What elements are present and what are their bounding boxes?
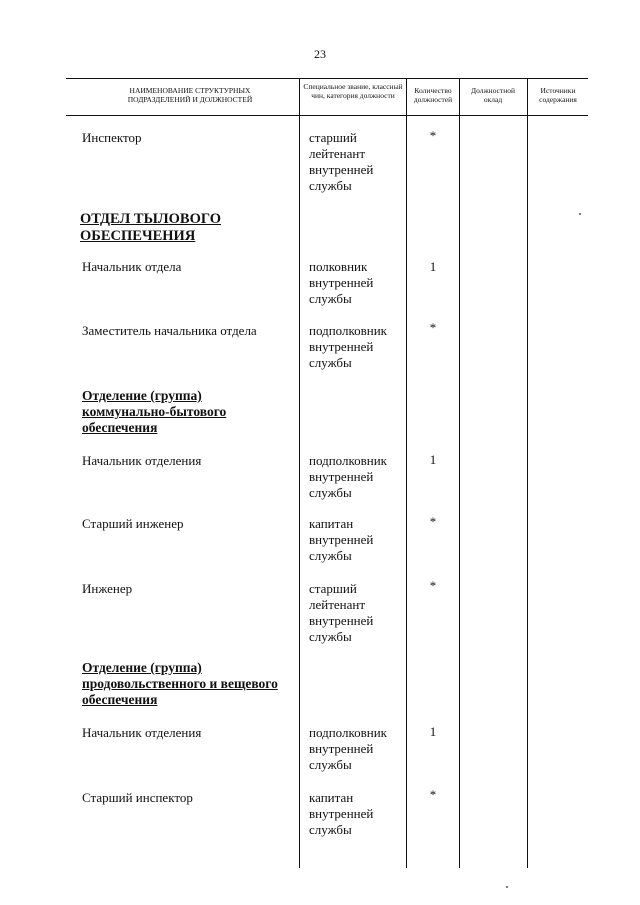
position-name: Начальник отдела [82, 259, 182, 274]
scan-speck [506, 886, 508, 888]
section-title: ОТДЕЛ ТЫЛОВОГО ОБЕСПЕЧЕНИЯ [80, 211, 222, 244]
position-qty: 1 [429, 724, 437, 739]
position-qty: * [429, 787, 437, 802]
position-rank: старший лейтенант внутренней службы [309, 581, 374, 644]
header-name: НАИМЕНОВАНИЕ СТРУКТУРНЫХ ПОДРАЗДЕЛЕНИЙ И ДОЛЖНОСТЕЙ [127, 86, 253, 104]
position-rank: старший лейтенант внутренней службы [309, 130, 374, 193]
position-name: Начальник отделения [82, 453, 202, 468]
position-rank: подполковник внутренней службы [309, 323, 387, 370]
section-title: Отделение (группа) продовольственного и вещевого обеспечения [82, 660, 278, 707]
scan-speck [579, 213, 581, 215]
col-divider-3 [459, 78, 460, 868]
header-salary: Должностной оклад [470, 86, 516, 104]
position-rank: подполковник внутренней службы [309, 725, 387, 772]
position-qty: * [429, 128, 437, 143]
col-divider-1 [299, 78, 300, 868]
position-qty: 1 [429, 259, 437, 274]
header-rank: Специальное звание, классный чин, категория должности [303, 82, 403, 100]
col-divider-2 [406, 78, 407, 868]
position-qty: * [429, 320, 437, 335]
position-qty: 1 [429, 452, 437, 467]
position-name: Заместитель начальника отдела [82, 323, 257, 338]
header-source: Источники содержания [539, 86, 577, 104]
header-bottom-rule [66, 115, 588, 116]
header-qty: Количество должностей [413, 86, 453, 104]
position-rank: капитан внутренней службы [309, 790, 374, 837]
position-qty: * [429, 514, 437, 529]
col-divider-4 [527, 78, 528, 868]
position-name: Инженер [82, 581, 133, 596]
position-name: Старший инспектор [82, 790, 193, 805]
position-name: Начальник отделения [82, 725, 202, 740]
header-top-rule [66, 78, 588, 79]
section-title: Отделение (группа) коммунально-бытового обеспечения [82, 388, 227, 435]
position-rank: капитан внутренней службы [309, 516, 374, 563]
position-rank: подполковник внутренней службы [309, 453, 387, 500]
page-number: 23 [314, 47, 326, 61]
position-name: Инспектор [82, 130, 142, 145]
position-rank: полковник внутренней службы [309, 259, 374, 306]
position-name: Старший инженер [82, 516, 184, 531]
position-qty: * [429, 578, 437, 593]
